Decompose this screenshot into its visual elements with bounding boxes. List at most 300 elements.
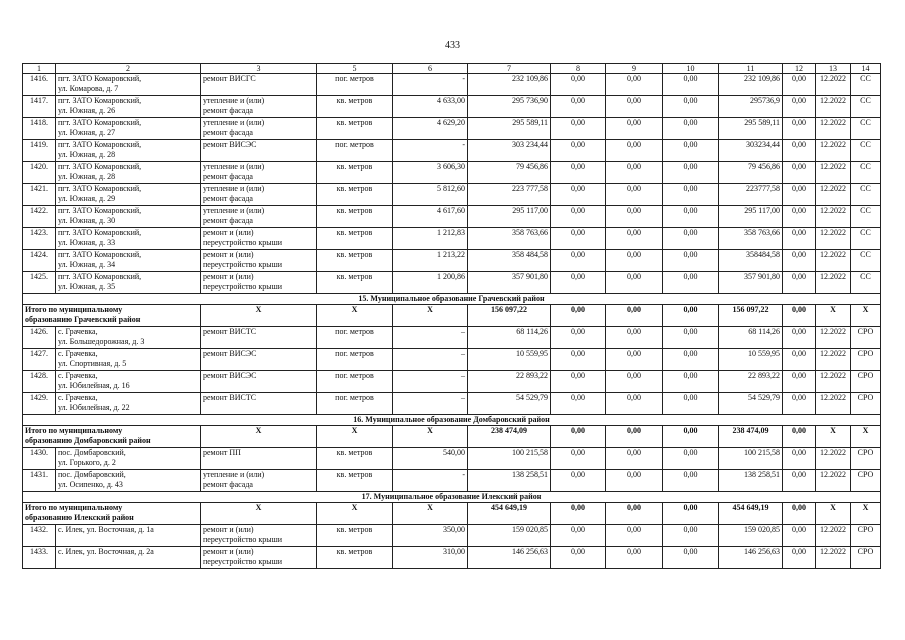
header-cell: 2 [56,64,201,74]
unit-cell: кв. метров [317,162,393,184]
value-cell: 0,00 [783,327,816,349]
value-cell: 0,00 [783,96,816,118]
value-cell: 0,00 [551,74,606,96]
quantity-cell: 4 629,20 [393,118,468,140]
total-row [23,305,881,327]
value-cell: 0,00 [663,470,719,492]
work-type-cell-line1: утепление и (или) [203,470,265,479]
work-type-cell [201,470,317,492]
value-cell: 0,00 [551,96,606,118]
work-type-cell-line2: переустройство крыши [203,282,283,291]
quantity-cell: 310,00 [393,547,468,569]
row-number: 1417. [23,96,56,118]
address-cell-line2: ул. Южная, д. 33 [58,238,116,247]
work-type-cell-line2: ремонт фасада [203,172,253,181]
value-cell: 0,00 [551,393,606,415]
cost-cell: 232 109,86 [468,74,551,96]
total-value: 0,00 [783,305,816,327]
code-cell: СРО [851,393,881,415]
total-x-cell: Х [816,503,851,525]
total-label-line1: Итого по муниципальному [25,503,123,512]
row-number: 1420. [23,162,56,184]
unit-cell: кв. метров [317,184,393,206]
value-cell: 0,00 [783,393,816,415]
total-x-cell: Х [393,426,468,448]
total-x-cell: Х [851,305,881,327]
total-value: 0,00 [783,503,816,525]
value-cell: 0,00 [551,327,606,349]
table-body [23,64,881,569]
total-value: 0,00 [663,305,719,327]
total-x-cell: Х [393,503,468,525]
value-cell: 0,00 [551,349,606,371]
table-row [23,470,881,492]
header-cell: 9 [606,64,663,74]
value-cell: 0,00 [663,272,719,294]
value-cell: 303234,44 [719,140,783,162]
table-row [23,327,881,349]
cost-cell: 159 020,85 [468,525,551,547]
address-cell-line2: ул. Комарова, д. 7 [58,84,119,93]
date-cell: 12.2022 [816,250,851,272]
date-cell: 12.2022 [816,96,851,118]
unit-cell: кв. метров [317,118,393,140]
quantity-cell: – [393,349,468,371]
cost-cell: 10 559,95 [468,349,551,371]
address-cell [56,349,201,371]
unit-cell: кв. метров [317,250,393,272]
work-type-cell [201,206,317,228]
quantity-cell: 350,00 [393,525,468,547]
table-row [23,272,881,294]
section-heading-row [23,415,881,426]
value-cell: 0,00 [551,228,606,250]
address-cell [56,250,201,272]
address-cell-line2: ул. Южная, д. 35 [58,282,116,291]
quantity-cell: – [393,371,468,393]
value-cell: 100 215,58 [719,448,783,470]
value-cell: 0,00 [606,96,663,118]
capital-repair-table [22,63,881,569]
work-type-cell [201,327,317,349]
header-cell: 13 [816,64,851,74]
section-title: 16. Муниципальное образование Домбаровский район [23,415,881,426]
work-type-cell [201,250,317,272]
total-value: 238 474,09 [719,426,783,448]
address-cell-line2: ул. Юбилейная, д. 22 [58,403,130,412]
value-cell: 0,00 [663,327,719,349]
total-row [23,426,881,448]
value-cell: 0,00 [551,272,606,294]
value-cell: 0,00 [783,448,816,470]
work-type-cell-line1: утепление и (или) [203,162,265,171]
value-cell: 0,00 [783,74,816,96]
address-cell-line2: ул. Южная, д. 26 [58,106,116,115]
total-value: 0,00 [551,503,606,525]
address-cell-line1: пгт. ЗАТО Комаровский, [58,74,142,83]
header-cell: 8 [551,64,606,74]
total-label-line2: образованию Илекский район [25,513,134,522]
address-cell-line1: пос. Домбаровский, [58,448,126,457]
row-number: 1419. [23,140,56,162]
quantity-cell: 4 633,00 [393,96,468,118]
row-number: 1432. [23,525,56,547]
row-number: 1430. [23,448,56,470]
section-title: 17. Муниципальное образование Илекский район [23,492,881,503]
total-value: 156 097,22 [719,305,783,327]
value-cell: 0,00 [606,448,663,470]
work-type-cell-line1: ремонт и (или) [203,250,254,259]
header-cell: 11 [719,64,783,74]
total-x-cell: Х [317,426,393,448]
value-cell: 0,00 [783,184,816,206]
work-type-cell [201,349,317,371]
value-cell: 0,00 [606,349,663,371]
value-cell: 0,00 [606,371,663,393]
work-type-cell-line1: ремонт ВИСЭС [203,371,257,380]
value-cell: 0,00 [606,393,663,415]
value-cell: 357 901,80 [719,272,783,294]
work-type-cell-line2: ремонт фасада [203,106,253,115]
header-cell: 7 [468,64,551,74]
value-cell: 0,00 [783,250,816,272]
total-value: 0,00 [551,305,606,327]
value-cell: 223777,58 [719,184,783,206]
row-number: 1423. [23,228,56,250]
cost-cell: 138 258,51 [468,470,551,492]
date-cell: 12.2022 [816,162,851,184]
address-cell-line2: ул. Осипенко, д. 43 [58,480,123,489]
address-cell-line1: с. Грачевка, [58,327,98,336]
address-cell [56,206,201,228]
table-row [23,547,881,569]
value-cell: 0,00 [663,349,719,371]
date-cell: 12.2022 [816,118,851,140]
cost-cell: 358 763,66 [468,228,551,250]
code-cell: СРО [851,327,881,349]
value-cell: 0,00 [606,272,663,294]
address-cell-line2: ул. Южная, д. 30 [58,216,116,225]
value-cell: 0,00 [663,74,719,96]
total-row [23,503,881,525]
table-row [23,250,881,272]
unit-cell: пог. метров [317,371,393,393]
address-cell [56,96,201,118]
total-value: 454 649,19 [719,503,783,525]
address-cell-line2: ул. Горького, д. 2 [58,458,116,467]
unit-cell: кв. метров [317,206,393,228]
section-heading-row [23,492,881,503]
work-type-cell [201,140,317,162]
work-type-cell-line2: переустройство крыши [203,557,283,566]
value-cell: 0,00 [663,140,719,162]
total-cost: 156 097,22 [468,305,551,327]
value-cell: 68 114,26 [719,327,783,349]
address-cell-line2: ул. Южная, д. 34 [58,260,116,269]
header-cell: 14 [851,64,881,74]
header-cell: 1 [23,64,56,74]
value-cell: 295736,9 [719,96,783,118]
total-label [23,503,201,525]
work-type-cell [201,96,317,118]
value-cell: 0,00 [663,96,719,118]
cost-cell: 357 901,80 [468,272,551,294]
work-type-cell-line2: ремонт фасада [203,194,253,203]
quantity-cell: 1 212,83 [393,228,468,250]
value-cell: 0,00 [606,162,663,184]
value-cell: 0,00 [663,162,719,184]
value-cell: 0,00 [551,140,606,162]
total-value: 0,00 [606,426,663,448]
code-cell: СС [851,250,881,272]
work-type-cell-line1: утепление и (или) [203,118,265,127]
row-number: 1433. [23,547,56,569]
date-cell: 12.2022 [816,547,851,569]
cost-cell: 295 736,90 [468,96,551,118]
total-label-line1: Итого по муниципальному [25,426,123,435]
work-type-cell-line1: ремонт ВИСГС [203,74,256,83]
work-type-cell-line1: ремонт и (или) [203,525,254,534]
value-cell: 0,00 [783,525,816,547]
header-cell: 12 [783,64,816,74]
address-cell-line1: с. Грачевка, [58,349,98,358]
quantity-cell: 540,00 [393,448,468,470]
total-value: 0,00 [606,503,663,525]
table-row [23,74,881,96]
address-cell-line1: с. Илек, ул. Восточная, д. 1а [58,525,154,534]
work-type-cell-line1: ремонт ВИСТС [203,393,257,402]
address-cell-line2: ул. Южная, д. 29 [58,194,116,203]
table-row [23,349,881,371]
value-cell: 0,00 [606,228,663,250]
address-cell-line1: пгт. ЗАТО Комаровский, [58,206,142,215]
address-cell [56,184,201,206]
unit-cell: пог. метров [317,327,393,349]
value-cell: 0,00 [663,118,719,140]
table-row [23,118,881,140]
total-cost: 238 474,09 [468,426,551,448]
work-type-cell [201,118,317,140]
date-cell: 12.2022 [816,140,851,162]
date-cell: 12.2022 [816,74,851,96]
date-cell: 12.2022 [816,228,851,250]
code-cell: СС [851,184,881,206]
value-cell: 0,00 [663,184,719,206]
unit-cell: кв. метров [317,547,393,569]
header-cell: 6 [393,64,468,74]
page-number: 433 [445,40,460,51]
address-cell-line1: пгт. ЗАТО Комаровский, [58,162,142,171]
value-cell: 0,00 [663,250,719,272]
code-cell: СС [851,272,881,294]
code-cell: СРО [851,470,881,492]
date-cell: 12.2022 [816,184,851,206]
code-cell: СС [851,162,881,184]
total-value: 0,00 [663,503,719,525]
quantity-cell: 1 213,22 [393,250,468,272]
value-cell: 0,00 [551,525,606,547]
work-type-cell [201,74,317,96]
value-cell: 0,00 [783,118,816,140]
total-value: 0,00 [783,426,816,448]
value-cell: 0,00 [663,371,719,393]
total-x-cell: Х [201,503,317,525]
value-cell: 138 258,51 [719,470,783,492]
address-cell [56,547,201,569]
row-number: 1428. [23,371,56,393]
section-title: 15. Муниципальное образование Грачевский район [23,294,881,305]
row-number: 1421. [23,184,56,206]
address-cell-line2: ул. Южная, д. 28 [58,150,116,159]
value-cell: 10 559,95 [719,349,783,371]
unit-cell: пог. метров [317,140,393,162]
address-cell [56,74,201,96]
work-type-cell [201,547,317,569]
header-cell: 3 [201,64,317,74]
work-type-cell [201,162,317,184]
quantity-cell: - [393,74,468,96]
date-cell: 12.2022 [816,371,851,393]
value-cell: 54 529,79 [719,393,783,415]
unit-cell: кв. метров [317,448,393,470]
table-row [23,184,881,206]
value-cell: 0,00 [783,470,816,492]
total-value: 0,00 [606,305,663,327]
cost-cell: 100 215,58 [468,448,551,470]
address-cell-line2: ул. Южная, д. 27 [58,128,116,137]
work-type-cell [201,184,317,206]
address-cell [56,228,201,250]
value-cell: 0,00 [783,206,816,228]
work-type-cell-line2: ремонт фасада [203,480,253,489]
address-cell-line1: пгт. ЗАТО Комаровский, [58,228,142,237]
address-cell-line1: пгт. ЗАТО Комаровский, [58,96,142,105]
quantity-cell: 4 617,60 [393,206,468,228]
value-cell: 0,00 [663,228,719,250]
row-number: 1431. [23,470,56,492]
address-cell [56,162,201,184]
address-cell [56,371,201,393]
work-type-cell-line2: ремонт фасада [203,216,253,225]
value-cell: 159 020,85 [719,525,783,547]
date-cell: 12.2022 [816,393,851,415]
work-type-cell [201,272,317,294]
unit-cell: кв. метров [317,228,393,250]
total-x-cell: Х [393,305,468,327]
address-cell [56,525,201,547]
cost-cell: 295 589,11 [468,118,551,140]
code-cell: СРО [851,371,881,393]
value-cell: 0,00 [783,371,816,393]
value-cell: 0,00 [783,162,816,184]
work-type-cell-line1: ремонт и (или) [203,547,254,556]
address-cell [56,140,201,162]
header-cell: 5 [317,64,393,74]
address-cell-line2: ул. Большедорожная, д. 3 [58,337,145,346]
value-cell: 232 109,86 [719,74,783,96]
work-type-cell-line2: ремонт фасада [203,128,253,137]
table-row [23,206,881,228]
work-type-cell-line2: переустройство крыши [203,535,283,544]
unit-cell: пог. метров [317,393,393,415]
work-type-cell-line1: ремонт и (или) [203,228,254,237]
total-x-cell: Х [317,503,393,525]
value-cell: 0,00 [606,118,663,140]
value-cell: 0,00 [663,547,719,569]
value-cell: 358484,58 [719,250,783,272]
total-x-cell: Х [317,305,393,327]
value-cell: 0,00 [551,547,606,569]
total-x-cell: Х [851,426,881,448]
total-cost: 454 649,19 [468,503,551,525]
address-cell-line1: с. Илек, ул. Восточная, д. 2а [58,547,154,556]
cost-cell: 223 777,58 [468,184,551,206]
table-row [23,371,881,393]
quantity-cell: 3 606,30 [393,162,468,184]
address-cell-line2: ул. Юбилейная, д. 16 [58,381,130,390]
total-label-line2: образованию Грачевский район [25,315,141,324]
quantity-cell: 5 812,60 [393,184,468,206]
value-cell: 0,00 [551,250,606,272]
row-number: 1426. [23,327,56,349]
address-cell-line1: пос. Домбаровский, [58,470,126,479]
table-row [23,162,881,184]
cost-cell: 295 117,00 [468,206,551,228]
value-cell: 0,00 [551,448,606,470]
cost-cell: 79 456,86 [468,162,551,184]
work-type-cell [201,448,317,470]
address-cell-line1: пгт. ЗАТО Комаровский, [58,140,142,149]
unit-cell: кв. метров [317,272,393,294]
value-cell: 79 456,86 [719,162,783,184]
address-cell [56,118,201,140]
total-label-line2: образованию Домбаровский район [25,436,151,445]
cost-cell: 146 256,63 [468,547,551,569]
table-row [23,228,881,250]
work-type-cell-line1: утепление и (или) [203,206,265,215]
address-cell-line1: пгт. ЗАТО Комаровский, [58,272,142,281]
unit-cell: кв. метров [317,525,393,547]
row-number: 1418. [23,118,56,140]
total-x-cell: Х [851,503,881,525]
work-type-cell [201,228,317,250]
work-type-cell-line1: утепление и (или) [203,184,265,193]
value-cell: 0,00 [663,393,719,415]
value-cell: 0,00 [606,547,663,569]
value-cell: 0,00 [606,206,663,228]
code-cell: СС [851,74,881,96]
value-cell: 0,00 [606,140,663,162]
row-number: 1422. [23,206,56,228]
code-cell: СРО [851,448,881,470]
value-cell: 22 893,22 [719,371,783,393]
value-cell: 0,00 [551,184,606,206]
date-cell: 12.2022 [816,272,851,294]
table-row [23,140,881,162]
row-number: 1425. [23,272,56,294]
total-label-line1: Итого по муниципальному [25,305,123,314]
date-cell: 12.2022 [816,448,851,470]
cost-cell: 22 893,22 [468,371,551,393]
value-cell: 358 763,66 [719,228,783,250]
date-cell: 12.2022 [816,327,851,349]
date-cell: 12.2022 [816,470,851,492]
header-cell: 10 [663,64,719,74]
value-cell: 0,00 [551,206,606,228]
cost-cell: 54 529,79 [468,393,551,415]
work-type-cell-line1: ремонт и (или) [203,272,254,281]
code-cell: СС [851,140,881,162]
